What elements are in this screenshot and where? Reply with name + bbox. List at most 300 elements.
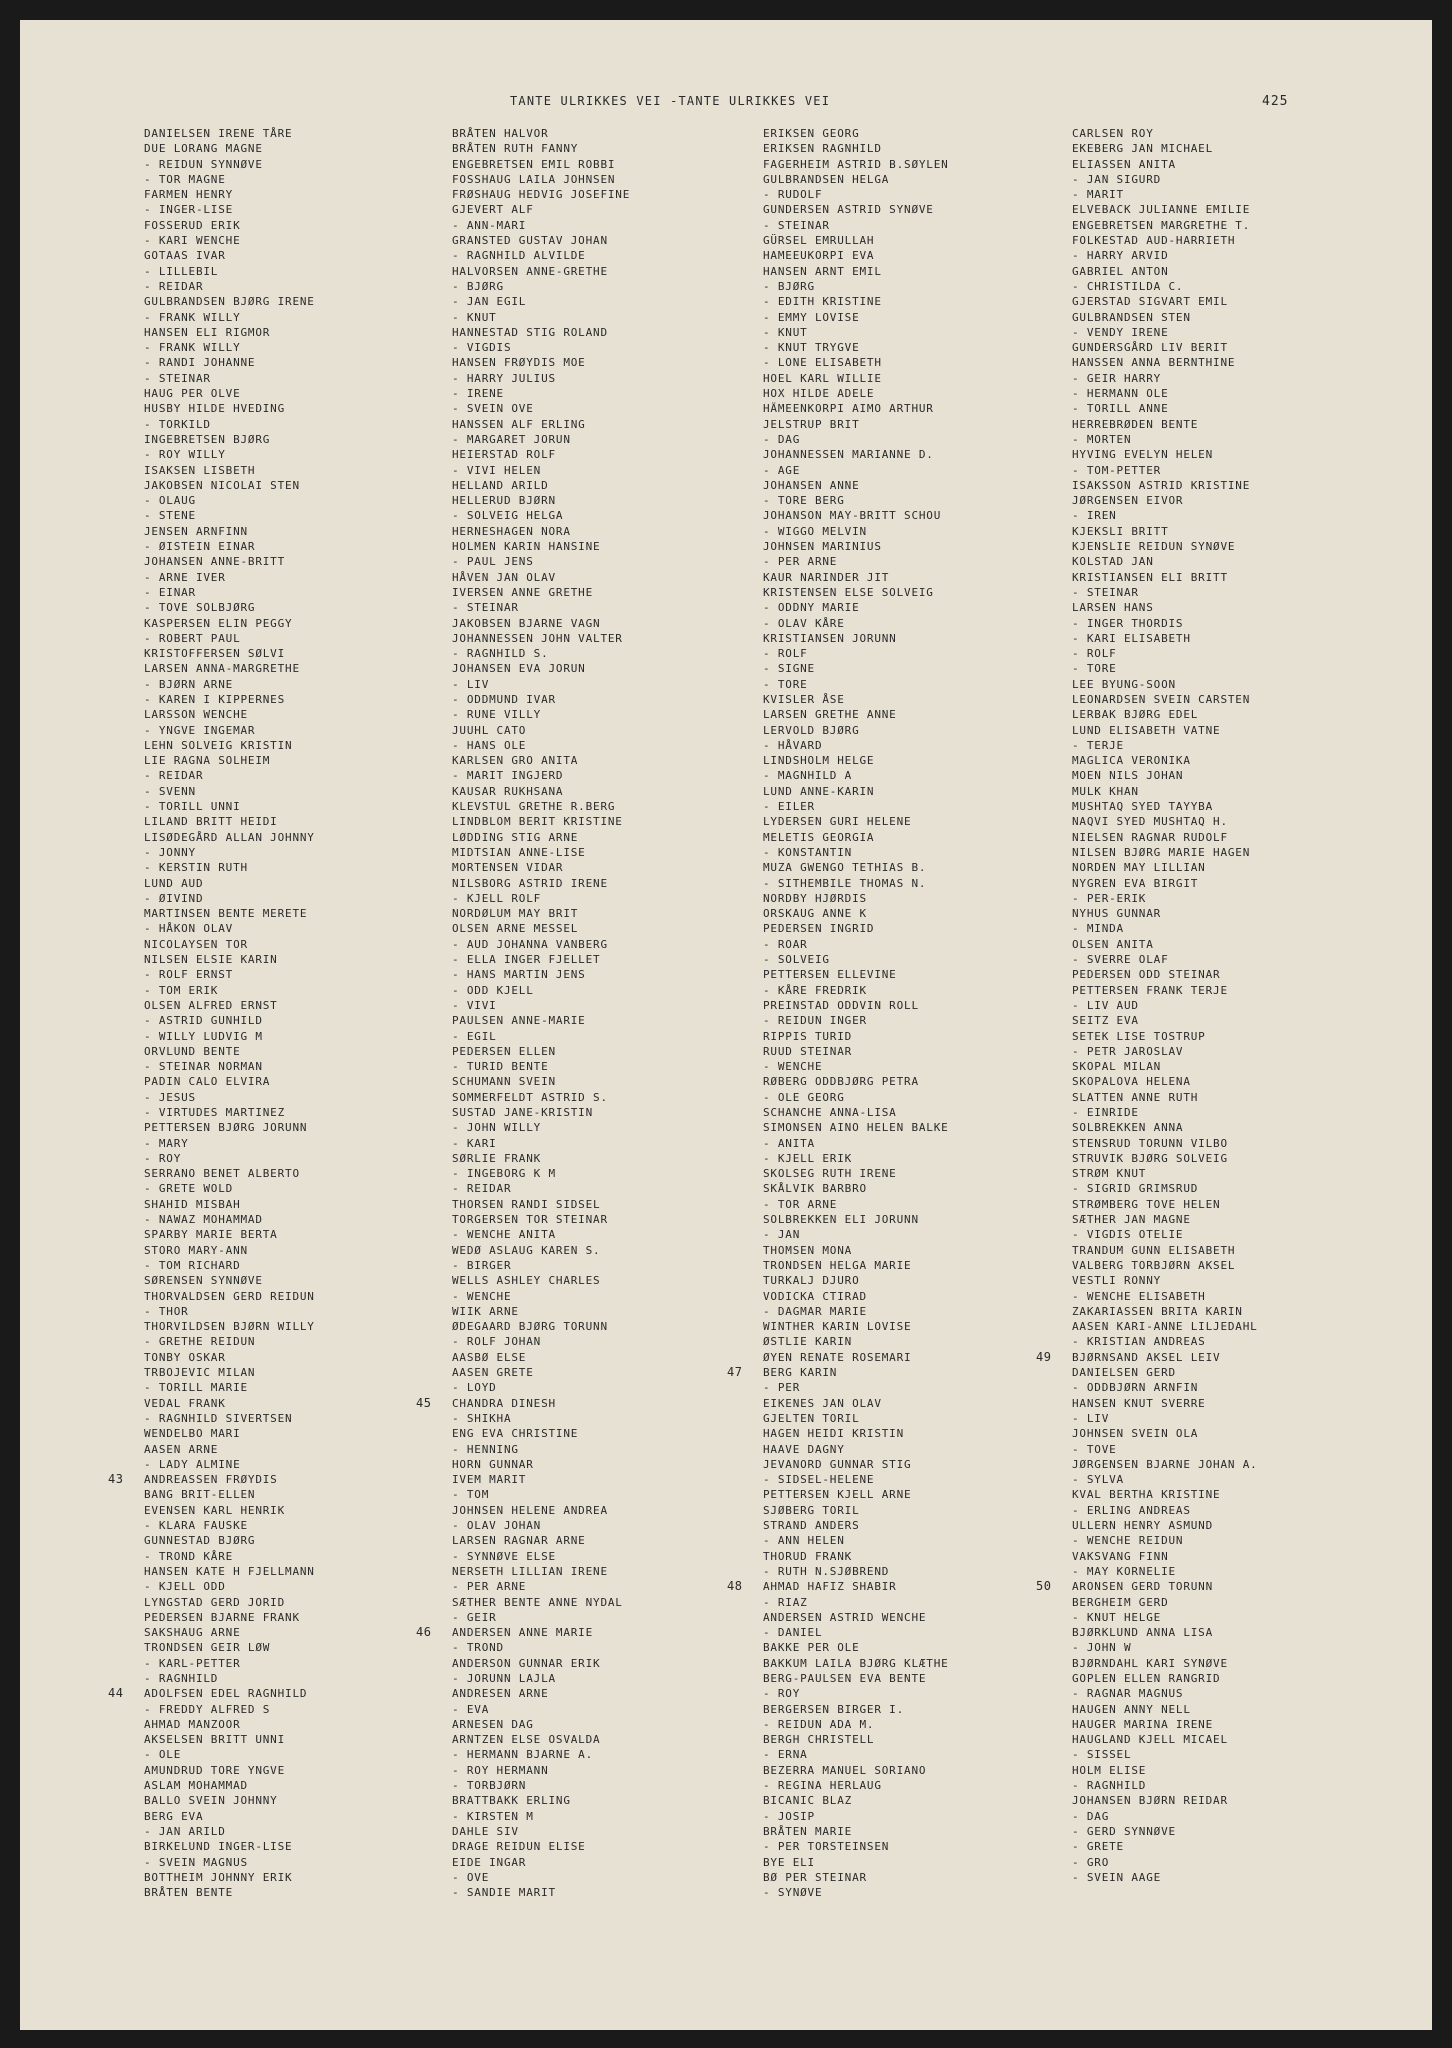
resident-entry [763,1181,1063,1196]
resident-name: HÅVEN JAN OLAV [452,570,556,584]
resident-name: - JOSIP [763,1809,815,1823]
resident-name: - ROY HERMANN [452,1763,549,1777]
resident-name: LISØDEGÅRD ALLAN JOHNNY [144,830,315,844]
resident-entry [1072,830,1372,845]
resident-name: BRÅTEN RUTH FANNY [452,142,579,156]
resident-name: - EILER [763,800,815,814]
resident-name: NYGREN EVA BIRGIT [1072,876,1199,890]
resident-name: SCHANCHE ANNA-LISA [763,1106,897,1119]
resident-entry [1072,692,1372,707]
resident-name: BØ PER STEINAR [763,1870,867,1884]
resident-name: - EINAR [144,585,196,599]
resident-name: - THOR [144,1304,189,1318]
resident-entry [452,814,752,829]
resident-entry [452,1411,752,1426]
resident-name: KVISLER ÅSE [763,692,845,706]
resident-entry [144,325,444,340]
resident-name: - HÅVARD [763,738,823,752]
resident-entry [1072,126,1372,141]
resident-name: - SVEIN OVE [452,402,534,416]
resident-entry [763,600,1063,615]
resident-entry [763,1747,1063,1762]
resident-entry [144,1595,444,1610]
resident-entry [452,1487,752,1502]
resident-entry [1072,570,1372,585]
resident-name: - TOM ERIK [144,983,219,997]
resident-entry [1072,784,1372,799]
resident-name: HORN GUNNAR [452,1457,534,1471]
resident-name: TRONDSEN GEIR LØW [144,1641,271,1655]
resident-entry [452,891,752,906]
resident-name: HANNESTAD STIG ROLAND [452,325,608,339]
resident-entry [763,952,1063,967]
resident-name: - REGINA HERLAUG [763,1779,882,1793]
resident-entry [452,1778,752,1793]
resident-entry [452,1518,752,1533]
resident-entry [452,1870,752,1885]
resident-entry [144,723,444,738]
resident-name: ASLAM MOHAMMAD [144,1779,248,1793]
resident-entry [1036,1349,1372,1365]
resident-entry [452,1304,752,1319]
resident-entry [763,1870,1063,1885]
resident-entry [452,432,752,447]
resident-name: - KIRSTEN M [452,1809,534,1823]
resident-name: - TOM RICHARD [144,1258,241,1272]
resident-entry [144,1304,444,1319]
resident-name: LEONARDSEN SVEIN CARSTEN [1072,692,1251,706]
resident-entry [1072,677,1372,692]
resident-name: - VIVI HELEN [452,463,542,477]
resident-name: - SYNNØVE ELSE [452,1549,556,1563]
resident-entry [452,707,752,722]
resident-entry [763,677,1063,692]
resident-entry [452,967,752,982]
resident-name: FOLKESTAD AUD-HARRIETH [1072,234,1236,248]
resident-entry [452,1855,752,1870]
resident-entry [144,1105,444,1120]
resident-entry [763,631,1063,646]
resident-entry [144,784,444,799]
resident-name: MELETIS GEORGIA [763,830,875,844]
resident-entry [452,692,752,707]
resident-entry [144,1319,444,1334]
resident-entry [1072,1610,1372,1625]
resident-name: - YNGVE INGEMAR [144,723,256,737]
resident-entry [452,126,752,141]
resident-name: - VIGDIS OTELIE [1072,1228,1184,1242]
resident-entry [452,1380,752,1395]
resident-name: - BJØRG [763,279,815,293]
resident-name: PEDERSEN INGRID [763,922,875,936]
resident-name: PREINSTAD ODDVIN ROLL [763,998,919,1012]
resident-name: - PER TORSTEINSEN [763,1840,890,1854]
resident-name: PETTERSEN ELLEVINE [763,968,897,982]
resident-name: - IREN [1072,509,1117,523]
resident-name: PETTERSEN FRANK TERJE [1072,983,1228,997]
resident-entry [144,248,444,263]
resident-name: - ROY [144,1151,182,1165]
resident-name: - OLAV KÅRE [763,616,845,630]
resident-name: - INGER THORDIS [1072,616,1184,630]
resident-entry [452,998,752,1013]
resident-name: BEZERRA MANUEL SORIANO [763,1763,927,1777]
resident-name: - REIDUN ADA M. [763,1717,875,1731]
resident-name: - LIV [1072,1411,1110,1425]
resident-name: - ROLF ERNST [144,968,234,982]
resident-name: FAGERHEIM ASTRID B.SØYLEN [763,157,949,171]
resident-entry [144,1702,444,1717]
resident-name: - KARI WENCHE [144,234,241,248]
resident-entry [452,1289,752,1304]
resident-entry [452,1671,752,1686]
resident-entry [144,264,444,279]
resident-name: - STENE [144,509,196,523]
resident-entry [452,723,752,738]
resident-name: HAUG PER OLVE [144,387,241,401]
resident-entry [763,1105,1063,1120]
resident-name: GUNDERSEN ASTRID SYNØVE [763,203,934,217]
resident-name: LARSSON WENCHE [144,708,248,722]
resident-entry [144,371,444,386]
resident-entry [763,692,1063,707]
resident-entry [144,1656,444,1671]
resident-name: - DAG [1072,1809,1110,1823]
resident-entry [763,784,1063,799]
resident-name: NERSETH LILLIAN IRENE [452,1564,608,1578]
resident-entry [763,723,1063,738]
resident-name: HELLAND ARILD [452,478,549,492]
resident-entry [452,921,752,936]
resident-entry [1072,1533,1372,1548]
resident-name: BERG-PAULSEN EVA BENTE [763,1671,927,1685]
resident-entry [1072,157,1372,172]
resident-entry [452,264,752,279]
resident-entry [144,386,444,401]
resident-entry [144,1350,444,1365]
resident-entry [763,1809,1063,1824]
resident-entry [452,1579,752,1594]
resident-entry [763,432,1063,447]
resident-entry [763,1855,1063,1870]
resident-name: AHMAD MANZOOR [144,1717,241,1731]
resident-entry [144,554,444,569]
resident-name: JEVANORD GUNNAR STIG [763,1457,912,1471]
resident-entry [452,218,752,233]
resident-entry [1072,1839,1372,1854]
resident-entry [452,830,752,845]
resident-name: CHANDRA DINESH [452,1396,556,1410]
resident-name: - RAGNHILD S. [452,647,549,661]
resident-name: BICANIC BLAZ [763,1794,853,1808]
resident-name: - VIVI [452,998,497,1012]
resident-name: - LILLEBIL [144,264,219,278]
resident-name: LUND ANNE-KARIN [763,784,875,798]
resident-entry [452,1426,752,1441]
resident-name: - JAN ARILD [144,1824,226,1838]
resident-name: - STEINAR [452,601,519,615]
resident-entry [452,1120,752,1135]
resident-entry [144,1855,444,1870]
resident-name: ØSTLIE KARIN [763,1335,853,1349]
resident-entry [144,141,444,156]
resident-name: LUND ELISABETH VATNE [1072,723,1221,737]
resident-entry [1072,937,1372,952]
resident-entry [763,401,1063,416]
resident-name: - HERMANN BJARNE A. [452,1748,594,1762]
resident-name: STRUVIK BJØRG SOLVEIG [1072,1151,1228,1165]
resident-entry [1072,493,1372,508]
resident-entry [763,998,1063,1013]
resident-entry [144,600,444,615]
resident-name: HÄMEENKORPI AIMO ARTHUR [763,402,934,416]
resident-name: HUSBY HILDE HVEDING [144,402,286,416]
resident-entry [144,478,444,493]
resident-name: RØBERG ODDBJØRG PETRA [763,1075,919,1089]
resident-entry [1072,707,1372,722]
resident-name: NIELSEN RAGNAR RUDOLF [1072,830,1228,844]
resident-entry [1072,661,1372,676]
resident-entry [763,1885,1063,1900]
resident-name: - LOYD [452,1381,497,1395]
resident-entry [1072,1120,1372,1135]
resident-entry [1072,463,1372,478]
resident-entry [144,814,444,829]
resident-entry [1072,1671,1372,1686]
resident-entry [144,340,444,355]
resident-entry [144,921,444,936]
resident-name: - ERNA [763,1748,808,1762]
resident-entry [1072,1074,1372,1089]
resident-name: GJEVERT ALF [452,203,534,217]
resident-name: - BJØRN ARNE [144,677,234,691]
resident-entry [144,646,444,661]
resident-entry [144,1747,444,1762]
resident-name: JELSTRUP BRIT [763,417,860,431]
resident-entry [452,417,752,432]
resident-entry [763,1686,1063,1701]
resident-name: - ROY [763,1687,801,1701]
resident-name: GOTAAS IVAR [144,249,226,263]
resident-entry [1072,355,1372,370]
resident-entry [1072,906,1372,921]
resident-entry [452,1640,752,1655]
resident-name: TRBOJEVIC MILAN [144,1366,256,1380]
resident-entry [763,1120,1063,1135]
resident-name: - JAN [763,1228,801,1242]
resident-name: OLSEN ANITA [1072,937,1154,951]
resident-entry [452,539,752,554]
resident-entry [763,891,1063,906]
resident-entry [763,1503,1063,1518]
resident-entry [763,279,1063,294]
resident-name: EIKENES JAN OLAV [763,1396,882,1410]
resident-name: - OVE [452,1870,490,1884]
resident-name: DANIELSEN GERD [1072,1366,1176,1380]
resident-entry [144,1334,444,1349]
resident-name: HOX HILDE ADELE [763,387,875,401]
resident-name: SKOLSEG RUTH IRENE [763,1167,897,1181]
resident-name: - JOHN W [1072,1641,1132,1655]
resident-name: ØYEN RENATE ROSEMARI [763,1350,912,1364]
resident-name: - KJELL ERIK [763,1151,853,1165]
resident-name: KJEKSLI BRITT [1072,524,1169,538]
resident-name: - TORILL UNNI [144,800,241,814]
resident-name: VALBERG TORBJØRN AKSEL [1072,1258,1236,1272]
resident-entry [144,279,444,294]
resident-entry [1072,1442,1372,1457]
resident-name: - AGE [763,463,801,477]
resident-entry [1072,1518,1372,1533]
resident-name: SOLBREKKEN ELI JORUNN [763,1213,919,1227]
resident-name: - AUD JOHANNA VANBERG [452,937,608,951]
street-header-title: TANTE ULRIKKES VEI -TANTE ULRIKKES VEI [510,94,831,108]
resident-name: HERREBRØDEN BENTE [1072,417,1199,431]
resident-entry [144,952,444,967]
resident-name: SERRANO BENET ALBERTO [144,1167,300,1181]
resident-name: BAKKE PER OLE [763,1641,860,1655]
resident-entry [763,1166,1063,1181]
resident-name: - WENCHE REIDUN [1072,1534,1184,1548]
resident-name: JOHNSEN MARINIUS [763,540,882,554]
resident-entry [763,1212,1063,1227]
resident-name: - RAGNAR MAGNUS [1072,1687,1184,1701]
resident-name: - KJELL ODD [144,1580,226,1594]
resident-entry [1072,172,1372,187]
resident-entry [1072,508,1372,523]
resident-entry [1072,998,1372,1013]
resident-entry [452,508,752,523]
resident-entry [452,1013,752,1028]
resident-entry [452,631,752,646]
resident-name: - STEINAR [763,218,830,232]
resident-name: - SVERRE OLAF [1072,953,1169,967]
resident-name: - MAY KORNELIE [1072,1564,1176,1578]
resident-entry [144,1166,444,1181]
resident-name: - SIGNE [763,662,815,676]
resident-name: JOHNSEN HELENE ANDREA [452,1503,608,1517]
resident-name: LARSEN ANNA-MARGRETHE [144,662,300,676]
resident-entry [763,1717,1063,1732]
resident-entry [452,753,752,768]
resident-name: SKOPALOVA HELENA [1072,1075,1191,1089]
resident-name: - PER ARNE [452,1580,527,1594]
resident-name: GABRIEL ANTON [1072,264,1169,278]
resident-name: SOLBREKKEN ANNA [1072,1121,1184,1135]
resident-name: - BIRGER [452,1258,512,1272]
resident-entry [1072,417,1372,432]
resident-name: BJØRNDAHL KARI SYNØVE [1072,1656,1228,1670]
resident-entry [144,218,444,233]
resident-entry [452,1105,752,1120]
resident-name: - ODDMUND IVAR [452,692,556,706]
resident-entry [1072,723,1372,738]
resident-entry [763,753,1063,768]
resident-entry [1072,1181,1372,1196]
resident-name: TRONDSEN HELGA MARIE [763,1258,912,1272]
resident-name: HANSEN KNUT SVERRE [1072,1396,1206,1410]
resident-entry [452,570,752,585]
resident-entry [452,1136,752,1151]
resident-name: - HARRY ARVID [1072,249,1169,263]
resident-entry [1072,294,1372,309]
resident-entry [144,799,444,814]
resident-name: HANSEN KATE H FJELLMANN [144,1564,315,1578]
resident-name: - KJELL ROLF [452,891,542,905]
resident-name: AKSELSEN BRITT UNNI [144,1733,286,1747]
resident-entry [144,1396,444,1411]
resident-entry [763,463,1063,478]
resident-name: EVENSEN KARL HENRIK [144,1503,286,1517]
resident-name: SÆTHER JAN MAGNE [1072,1213,1191,1227]
resident-entry [1072,1472,1372,1487]
resident-name: FARMEN HENRY [144,188,234,202]
resident-name: PEDERSEN ELLEN [452,1044,556,1058]
resident-entry [763,1074,1063,1089]
resident-entry [763,1625,1063,1640]
resident-entry [1072,1059,1372,1074]
resident-entry [144,1090,444,1105]
resident-entry [1072,1319,1372,1334]
resident-name: BRÅTEN HALVOR [452,127,549,140]
resident-entry [452,1472,752,1487]
resident-entry [144,1533,444,1548]
resident-entry [1072,1487,1372,1502]
resident-name: ENG EVA CHRISTINE [452,1427,579,1441]
resident-name: - RUNE VILLY [452,708,542,722]
resident-name: TORGERSEN TOR STEINAR [452,1213,608,1227]
resident-name: BERGH CHRISTELL [763,1733,875,1747]
resident-name: - REIDAR [452,1182,512,1196]
resident-name: JAKOBSEN BJARNE VAGN [452,616,601,630]
resident-entry [452,1181,752,1196]
resident-entry [452,447,752,462]
resident-entry [452,1059,752,1074]
resident-name: - TOM-PETTER [1072,463,1162,477]
resident-name: - NAWAZ MOHAMMAD [144,1213,263,1227]
resident-entry [452,248,752,263]
resident-name: - GRETE WOLD [144,1182,234,1196]
resident-entry [1072,1686,1372,1701]
resident-entry [452,157,752,172]
resident-entry [763,1044,1063,1059]
resident-name: HANSSEN ANNA BERNTHINE [1072,356,1236,370]
resident-name: HAUGEN ANNY NELL [1072,1702,1191,1716]
resident-entry [452,860,752,875]
resident-entry [1072,1809,1372,1824]
resident-name: DAHLE SIV [452,1824,519,1838]
resident-name: NYHUS GUNNAR [1072,907,1162,921]
resident-entry [763,371,1063,386]
resident-name: ARNESEN DAG [452,1717,534,1731]
resident-entry [452,386,752,401]
resident-name: JOHANSEN ANNE-BRITT [144,555,286,569]
resident-entry [144,463,444,478]
resident-entry [1072,1044,1372,1059]
resident-name: - EMMY LOVISE [763,310,860,324]
resident-name: HAGEN HEIDI KRISTIN [763,1427,905,1441]
resident-name: - TOR ARNE [763,1197,838,1211]
resident-name: BOTTHEIM JOHNNY ERIK [144,1870,293,1884]
directory-column-3 [727,126,1063,1900]
resident-name: NORDØLUM MAY BRIT [452,907,579,921]
resident-entry [144,524,444,539]
resident-entry [452,1839,752,1854]
resident-name: MORTENSEN VIDAR [452,861,564,875]
resident-name: - ELLA INGER FJELLET [452,953,601,967]
resident-name: - ANN-MARI [452,218,527,232]
resident-name: - DAGMAR MARIE [763,1304,867,1318]
